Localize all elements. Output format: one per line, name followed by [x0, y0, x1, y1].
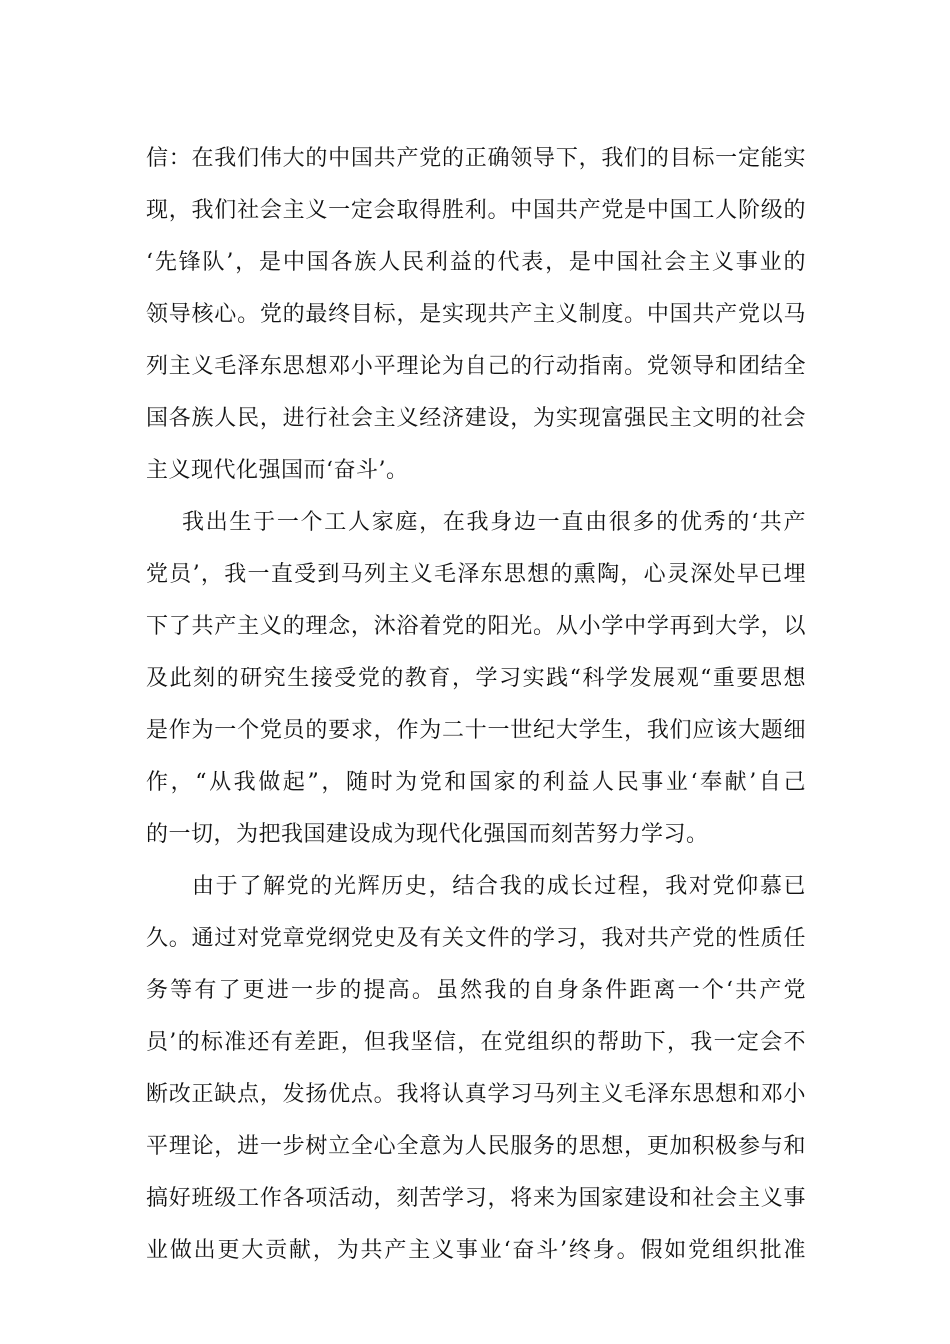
paragraph-line: 员’的标准还有差距，但我坚信，在党组织的帮助下，我一定会不 — [146, 1030, 806, 1055]
paragraph-line: 及此刻的研究生接受党的教育，学习实践“科学发展观“重要思想 — [146, 666, 806, 691]
paragraph-line: 我出生于一个工人家庭，在我身边一直由很多的优秀的‘共产 — [182, 510, 806, 535]
paragraph-line: 主义现代化强国而‘奋斗’。 — [146, 458, 409, 483]
paragraph-line: 作，“从我做起”，随时为党和国家的利益人民事业‘奉献’自己 — [146, 770, 806, 795]
paragraph-line: 信：在我们伟大的中国共产党的正确领导下，我们的目标一定能实 — [146, 146, 806, 171]
paragraph-line: ‘先锋队’，是中国各族人民利益的代表，是中国社会主义事业的 — [146, 250, 806, 275]
paragraph-line: 是作为一个党员的要求，作为二十一世纪大学生，我们应该大题细 — [146, 718, 806, 743]
paragraph-line: 下了共产主义的理念，沐浴着党的阳光。从小学中学再到大学，以 — [146, 614, 806, 639]
paragraph-line: 现，我们社会主义一定会取得胜利。中国共产党是中国工人阶级的 — [146, 198, 806, 223]
paragraph-line: 务等有了更进一步的提高。虽然我的自身条件距离一个‘共产党 — [146, 978, 806, 1003]
paragraph-line: 国各族人民，进行社会主义经济建设，为实现富强民主文明的社会 — [146, 406, 806, 431]
paragraph-line: 业做出更大贡献，为共产主义事业‘奋斗’终身。假如党组织批准 — [146, 1238, 806, 1263]
paragraph-line: 断改正缺点，发扬优点。我将认真学习马列主义毛泽东思想和邓小 — [146, 1082, 806, 1107]
paragraph-line: 领导核心。党的最终目标，是实现共产主义制度。中国共产党以马 — [146, 302, 806, 327]
paragraph-line: 平理论，进一步树立全心全意为人民服务的思想，更加积极参与和 — [146, 1134, 806, 1159]
document-body — [146, 133, 806, 1277]
paragraph-line: 搞好班级工作各项活动，刻苦学习，将来为国家建设和社会主义事 — [146, 1186, 806, 1211]
paragraph-line: 久。通过对党章党纲党史及有关文件的学习，我对共产党的性质任 — [146, 926, 806, 951]
paragraph-line: 党员’，我一直受到马列主义毛泽东思想的熏陶，心灵深处早已埋 — [146, 562, 806, 587]
paragraph-line: 由于了解党的光辉历史，结合我的成长过程，我对党仰慕已 — [192, 874, 806, 899]
paragraph-line: 列主义毛泽东思想邓小平理论为自己的行动指南。党领导和团结全 — [146, 354, 806, 379]
paragraph-line: 的一切，为把我国建设成为现代化强国而刻苦努力学习。 — [146, 822, 709, 847]
